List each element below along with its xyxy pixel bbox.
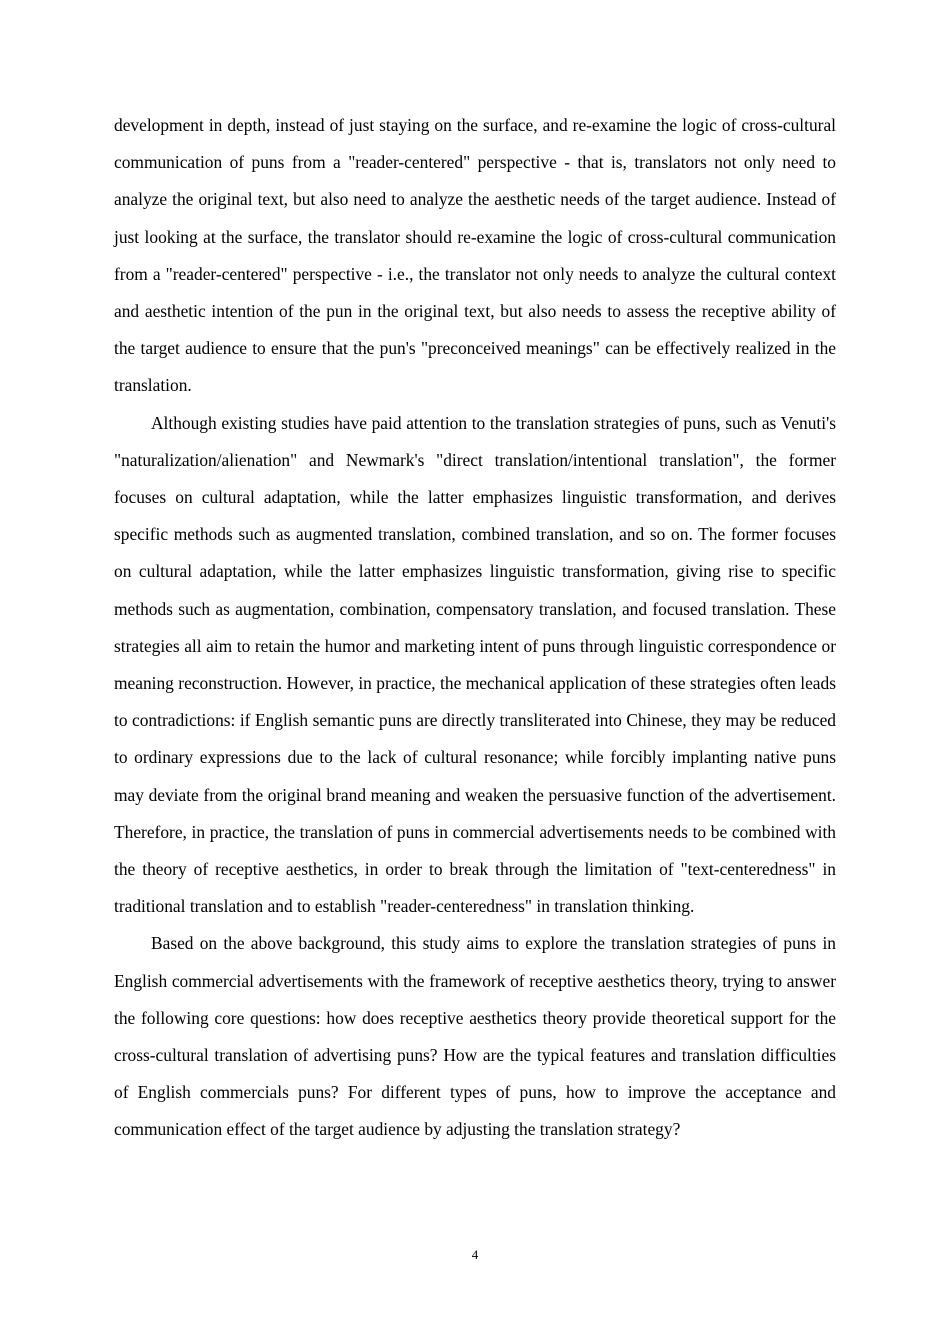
page-number: 4 — [471, 1247, 479, 1262]
paragraph-continuation: development in depth, instead of just staying on the surface, and re-examine the logic of cross-cultural communication of puns from a "reader-centered" perspective - that is, translators not only need to analyze the original text, but also need to analyze the aesthetic needs of the target audience. Instead of just looking at the surface, the translator should re-examine the logic of cross-cultural communication from a "reader-centered" perspective - i.e., the translator not only needs to analyze the cultural context and aesthetic intention of the pun in the original text, but also needs to assess the receptive ability of the target audience to ensure that the pun's "preconceived meanings" can be effectively realized in the translation. — [114, 115, 836, 396]
document-body — [114, 107, 836, 1149]
paragraph-translation-strategies: Although existing studies have paid attention to the translation strategies of puns, such as Venuti's "naturalization/alienation" and Newmark's "direct translation/intentional translation", the former focuses on cultural adaptation, while the latter emphasizes linguistic transformation, and derives specific methods such as augmented translation, combined translation, and so on. The former focuses on cultural adaptation, while the latter emphasizes linguistic transformation, giving rise to specific methods such as augmentation, combination, compensatory translation, and focused translation. These strategies all aim to retain the humor and marketing intent of puns through linguistic correspondence or meaning reconstruction. However, in practice, the mechanical application of these strategies often leads to contradictions: if English semantic puns are directly transliterated into Chinese, they may be reduced to ordinary expressions due to the lack of cultural resonance; while forcibly implanting native puns may deviate from the original brand meaning and weaken the persuasive function of the advertisement. Therefore, in practice, the translation of puns in commercial advertisements needs to be combined with the theory of receptive aesthetics, in order to break through the limitation of "text-centeredness" in traditional translation and to establish "reader-centeredness" in translation thinking. — [114, 412, 836, 917]
paragraph-research-aims: Based on the above background, this study aims to explore the translation strategies of puns in English commercial advertisements with the framework of receptive aesthetics theory, trying to answer the following core questions: how does receptive aesthetics theory provide theoretical support for the cross-cultural translation of advertising puns? How are the typical features and translation difficulties of English commercials puns? For different types of puns, how to improve the acceptance and communication effect of the target audience by adjusting the translation strategy? — [114, 933, 836, 1140]
